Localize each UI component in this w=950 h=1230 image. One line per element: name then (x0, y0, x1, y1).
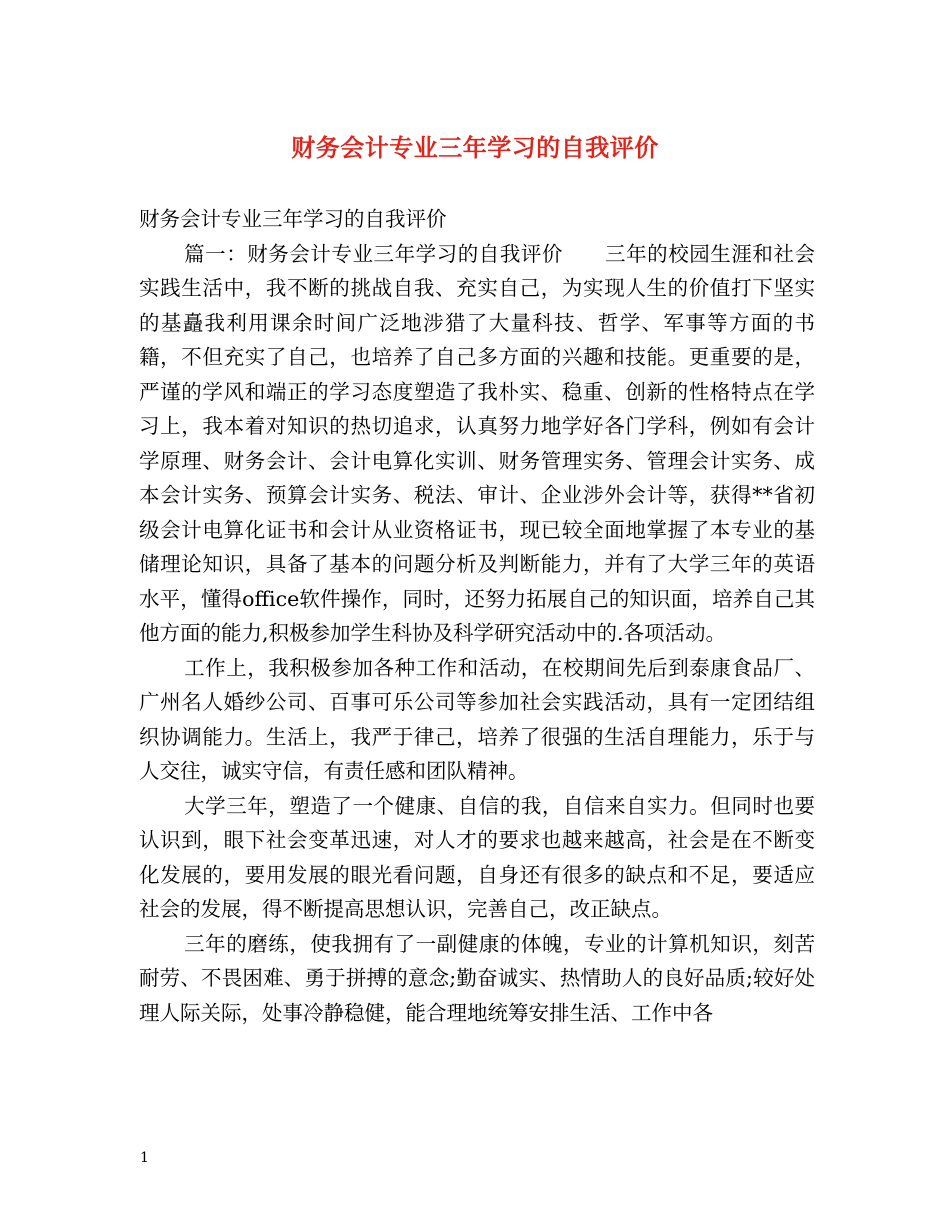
document-body (139, 202, 815, 1030)
document-title: 财务会计专业三年学习的自我评价 (291, 133, 659, 162)
paragraph-1: 篇一：财务会计专业三年学习的自我评价 三年的校园生涯和社会实践生活中，我不断的挑战自我、充实自己，为实现人生的价值打下坚实的基矗我利用课余时间广泛地涉猎了大量科技、哲学、军事等方面的书籍，不但充实了自己，也培养了自己多方面的兴趣和技能。更重要的是，严谨的学风和端正的学习态度塑造了我朴实、稳重、创新的性格特点在学习上，我本着对知识的热切追求，认真努力地学好各门学科，例如有会计学原理、财务会计、会计电算化实训、财务管理实务、管理会计实务、成本会计实务、预算会计实务、税法、审计、企业涉外会计等，获得**省初级会计电算化证书和会计从业资格证书，现已较全面地掌握了本专业的基储理论知识，具备了基本的问题分析及判断能力，并有了大学三年的英语水平，懂得office软件操作，同时，还努力拓展自己的知识面，培养自己其他方面的能力,积极参加学生科协及科学研究活动中的.各项活动。 (139, 241, 815, 645)
document-subtitle: 财务会计专业三年学习的自我评价 (139, 207, 447, 231)
paragraph-3: 大学三年，塑造了一个健康、自信的我，自信来自实力。但同时也要认识到，眼下社会变革迅速，对人才的要求也越来越高，社会是在不断变化发展的，要用发展的眼光看问题，自身还有很多的缺点和不足，要适应社会的发展，得不断提高思想认识，完善自己，改正缺点。 (139, 793, 815, 921)
page-number: 1 (140, 1150, 149, 1166)
paragraph-4: 三年的磨练，使我拥有了一副健康的体魄，专业的计算机知识，刻苦耐劳、不畏困难、勇于拼搏的意念;勤奋诚实、热情助人的良好品质;较好处理人际关际，处事冷静稳健，能合理地统筹安排生活、工作中各 (139, 931, 815, 1025)
paragraph-2: 工作上，我积极参加各种工作和活动，在校期间先后到泰康食品厂、广州名人婚纱公司、百事可乐公司等参加社会实践活动，具有一定团结组织协调能力。生活上，我严于律己，培养了很强的生活自理能力，乐于与人交往，诚实守信，有责任感和团队精神。 (139, 655, 815, 783)
